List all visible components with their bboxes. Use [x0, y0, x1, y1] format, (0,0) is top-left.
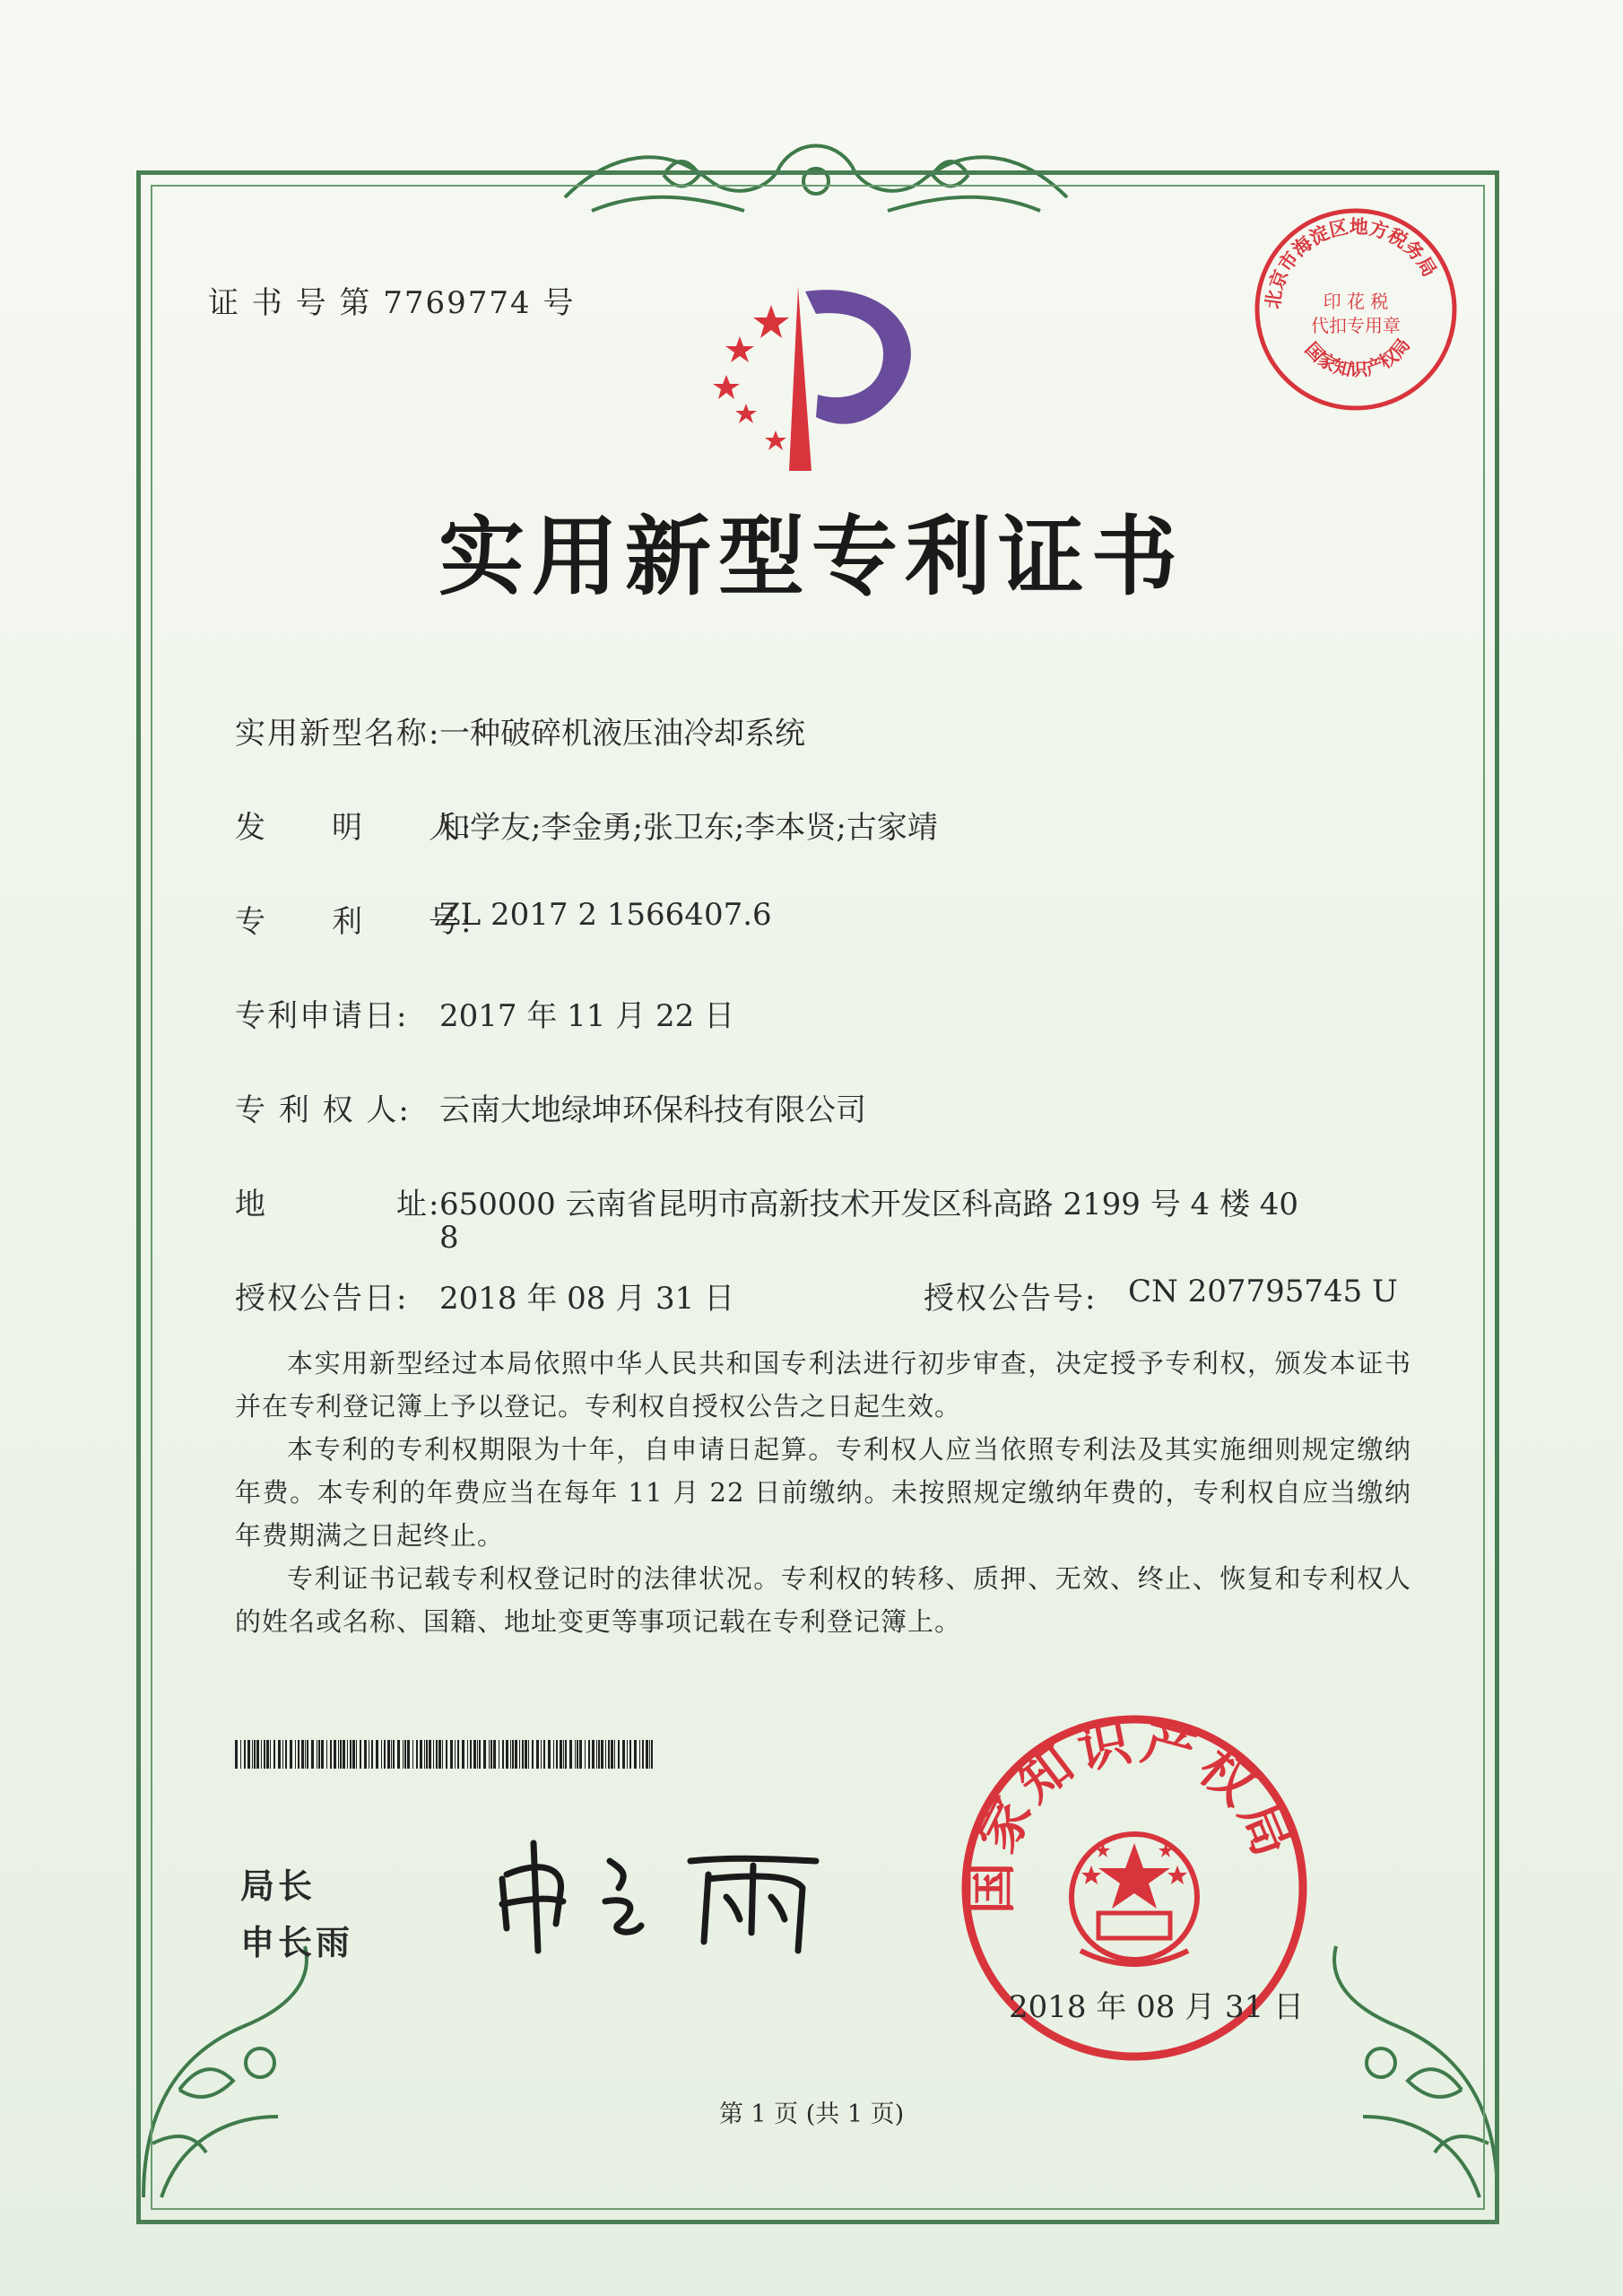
tax-seal-center-line2: 代扣专用章 [1311, 315, 1401, 336]
patent-office-logo-icon [690, 269, 942, 475]
barcode [235, 1740, 653, 1769]
svg-text:国家知识产权局 [1301, 335, 1414, 381]
inventors-label: 发 明 人: [235, 810, 473, 846]
tax-seal-center-line1: 印 花 税 [1323, 291, 1389, 312]
address-label: 地 址: [235, 1187, 441, 1222]
seal-date: 2018 年 08 月 31 日 [1009, 1989, 1305, 2025]
patent-number-value: ZL 2017 2 1566407.6 [439, 897, 772, 933]
page-footer: 第 1 页 (共 1 页) [718, 2100, 905, 2128]
patentee-label: 专 利 权 人: [235, 1092, 411, 1128]
filing-date-label: 专利申请日: [235, 998, 409, 1034]
filing-date-value: 2017 年 11 月 22 日 [439, 998, 735, 1034]
patentee-value: 云南大地绿坤环保科技有限公司 [439, 1092, 866, 1128]
body-paragraph-3: 专利证书记载专利权登记时的法律状况。专利权的转移、质押、无效、终止、恢复和专利权人的姓名或名称、国籍、地址变更等事项记载在专利登记簿上。 [235, 1563, 1411, 1637]
name-label: 实用新型名称: [235, 716, 441, 752]
address-value-line2: 8 [439, 1220, 459, 1256]
national-emblem-icon [1072, 1834, 1197, 1964]
certificate-number: 证 书 号 第 7769774 号 [208, 285, 576, 321]
patent-number-label: 专 利 号: [235, 904, 473, 940]
name-value: 一种破碎机液压油冷却系统 [439, 716, 805, 752]
body-paragraph-2: 本专利的专利权期限为十年，自申请日起算。专利权人应当依照专利法及其实施细则规定缴纳年费。本专利的年费应当在每年 11 月 22 日前缴纳。未按照规定缴纳年费的，专利权自应当缴纳年费期满之日起终止。 [235, 1434, 1411, 1551]
address-value-line1: 650000 云南省昆明市高新技术开发区科高路 2199 号 4 楼 40 [439, 1187, 1299, 1222]
certificate-title: 实用新型专利证书 [438, 506, 1185, 607]
signer-name: 申长雨 [240, 1923, 354, 1962]
grant-date-value: 2018 年 08 月 31 日 [439, 1281, 735, 1317]
grant-number-value: CN 207795745 U [1128, 1274, 1398, 1309]
grant-date-label: 授权公告日: [235, 1281, 409, 1317]
inventors-value: 和学友;李金勇;张卫东;李本贤;古家靖 [439, 810, 938, 846]
tax-seal-ring-text: 北京市海淀区地方税务局 [1261, 214, 1442, 310]
tax-seal-bottom-text: 国家知识产权局 [1300, 334, 1415, 381]
seal-ring-text: 国家知识产权局 [959, 1709, 1306, 1915]
body-paragraph-1: 本实用新型经过本局依照中华人民共和国专利法进行初步审查，决定授予专利权，颁发本证书并在专利登记簿上予以登记。专利权自授权公告之日起生效。 [235, 1348, 1411, 1422]
tax-stamp-seal [1248, 202, 1463, 417]
grant-number-label: 授权公告号: [924, 1281, 1098, 1317]
signer-title: 局长 [240, 1866, 317, 1906]
handwritten-signature [484, 1825, 843, 1960]
certificate-body [235, 1342, 1411, 1643]
